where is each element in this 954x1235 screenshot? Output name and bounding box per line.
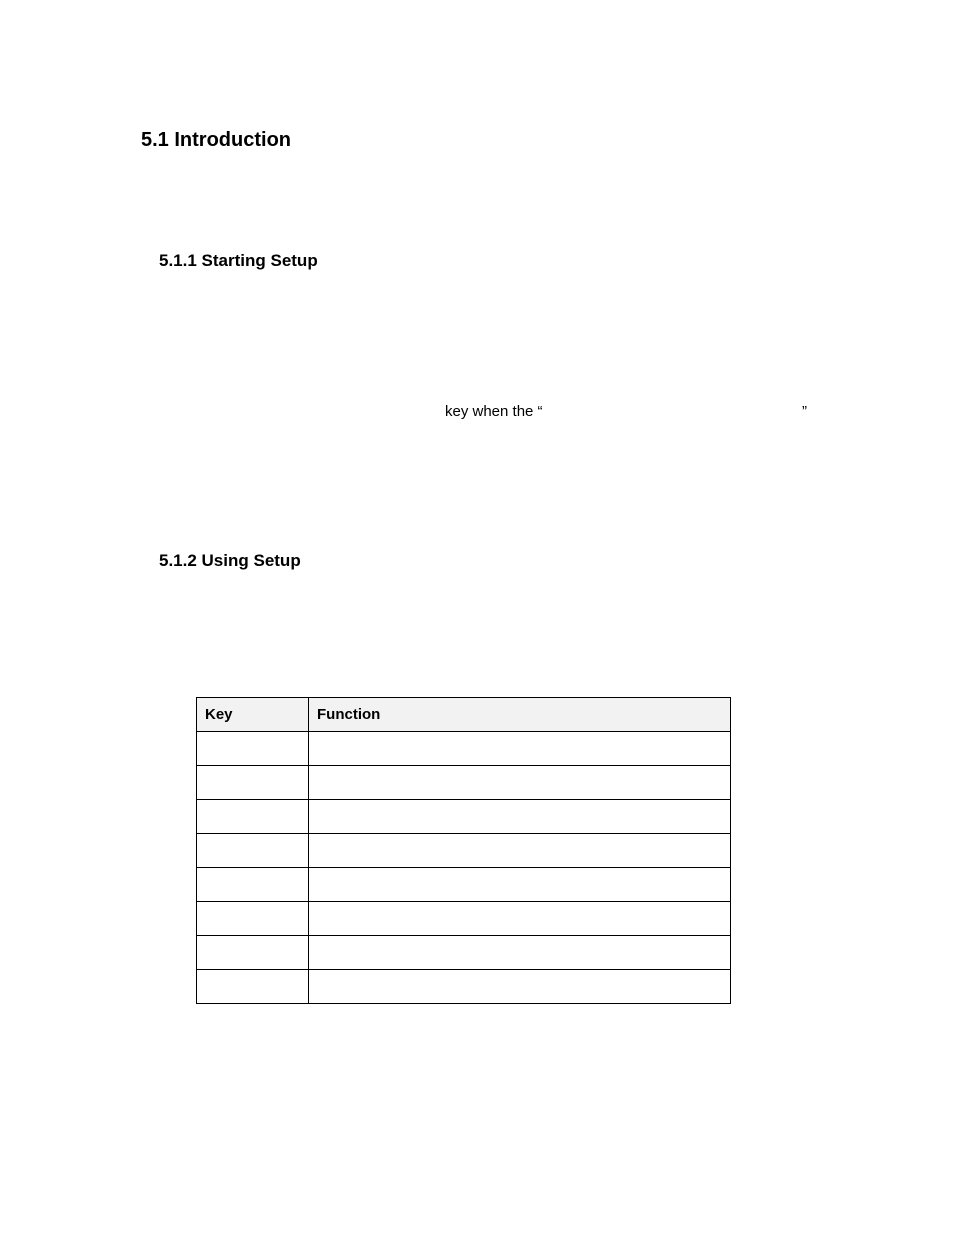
table-header-row [197, 698, 731, 732]
table-row [197, 936, 731, 970]
table-row [197, 800, 731, 834]
key-cell [197, 732, 309, 766]
key-cell [197, 800, 309, 834]
section-title: 5.1 Introduction [141, 129, 291, 151]
table-row [197, 766, 731, 800]
function-cell [309, 936, 731, 970]
table-row [197, 970, 731, 1004]
function-cell [309, 766, 731, 800]
function-cell [309, 732, 731, 766]
key-cell [197, 970, 309, 1004]
text-fragment-key-when: key when the “ [445, 403, 543, 420]
function-cell [309, 834, 731, 868]
key-cell [197, 766, 309, 800]
function-cell [309, 868, 731, 902]
text-fragment-close-quote: ” [802, 403, 807, 420]
column-header-key: Key [197, 698, 309, 732]
subsection-heading-using-setup: 5.1.2 Using Setup [159, 551, 301, 570]
key-cell [197, 936, 309, 970]
table-row [197, 902, 731, 936]
subsection-heading-starting-setup: 5.1.1 Starting Setup [159, 251, 318, 270]
column-header-function: Function [309, 698, 731, 732]
key-cell [197, 902, 309, 936]
key-cell [197, 834, 309, 868]
key-function-table [196, 697, 731, 1004]
table-row [197, 868, 731, 902]
table-row [197, 732, 731, 766]
key-cell [197, 868, 309, 902]
function-cell [309, 902, 731, 936]
function-cell [309, 970, 731, 1004]
function-cell [309, 800, 731, 834]
table-row [197, 834, 731, 868]
